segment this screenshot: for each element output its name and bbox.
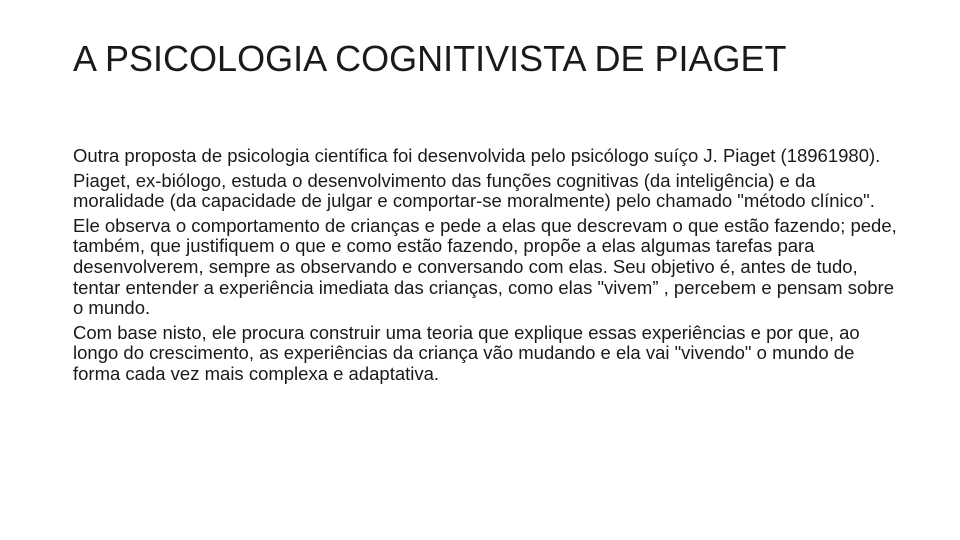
paragraph-3: Ele observa o comportamento de crianças e pede a elas que descrevam o que estão fazendo; pede, também, que justifiquem o que e como estão fazendo, propõe a elas algumas tarefas para desenvolverem, sempre as observando e conversando com elas. Seu objetivo é, antes de tudo, tentar entender a experiência imediata das crianças, como elas "vivem” , percebem e pensam sobre o mundo.	[73, 214, 897, 319]
paragraph-1: Outra proposta de psicologia científica foi desenvolvida pelo psicólogo suíço J. Piaget (18961980).	[73, 145, 881, 166]
slide-body	[73, 146, 903, 389]
paragraph-2: Piaget, ex-biólogo, estuda o desenvolvimento das funções cognitivas (da inteligência) e da moralidade (da capacidade de julgar e comportar-se moralmente) pelo chamado "método clínico".	[73, 169, 875, 212]
paragraph-4: Com base nisto, ele procura construir uma teoria que explique essas experiências e por que, ao longo do crescimento, as experiências da criança vão mudando e ela vai "vivendo" o mundo de forma cada vez mais complexa e adaptativa.	[73, 321, 860, 384]
slide-title: A PSICOLOGIA COGNITIVISTA DE PIAGET	[73, 38, 787, 79]
